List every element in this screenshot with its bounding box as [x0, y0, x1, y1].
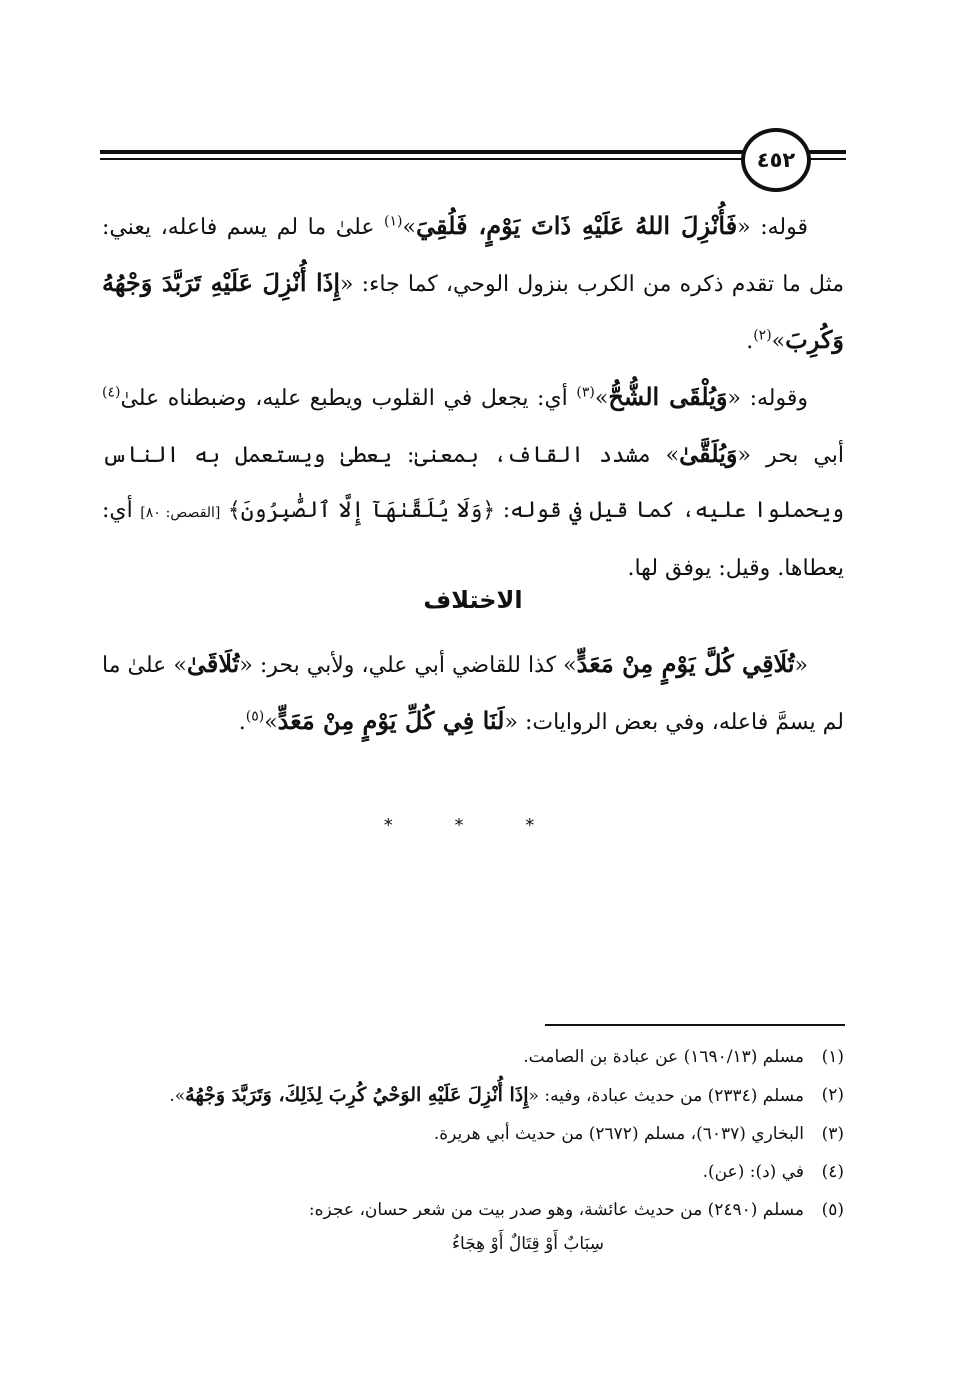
footnote-rule [545, 1024, 845, 1026]
p3-text-1: » كذا للقاضي أبي علي، ولأبي بحر: « [239, 653, 577, 678]
header-rule-right-thick [808, 150, 846, 154]
footnote-number: (٥) [821, 1200, 844, 1220]
page-number-text: ٤٥٢ [756, 148, 796, 172]
hadith-quote-2: إِذَا أُنْزِلَ عَلَيْهِ تَرَبَّدَ وَجْهُهُ وَكُرِبَ [102, 268, 844, 354]
p3-text-2: » علىٰ ما لم يسمَّ فاعله، وفي بعض الروايات: « [102, 653, 844, 735]
quran-verse: وَلَا يُلَقَّىٰهَآ إِلَّا ٱلصَّٰبِرُونَ [240, 498, 483, 523]
header-rule-right-thin [808, 158, 846, 160]
separator-stars: * * * [383, 815, 563, 836]
paragraph-2 [102, 369, 844, 596]
footnote-text: في (د): (عن). [702, 1162, 804, 1182]
footnote-text [102, 1193, 804, 1261]
footnote-text: مسلم (١٦٩٠/١٣) عن عبادة بن الصامت. [523, 1047, 804, 1067]
footnote-1 [102, 1040, 844, 1074]
footnote-marker-5: (٥) [245, 708, 265, 725]
p2-intro: وقوله: « [727, 386, 808, 411]
header-rule-thick [100, 150, 745, 154]
header-rule-thin [100, 158, 745, 160]
main-text [102, 198, 844, 596]
page-number [741, 128, 811, 192]
footnote-3 [102, 1117, 844, 1151]
hadith-quote-5: لَنَا فِي كُلِّ يَوْمٍ مِنْ مَعَدٍّ [277, 706, 505, 735]
p1-end: . [746, 329, 754, 354]
footnote-text: البخاري (٦٠٣٧)، مسلم (٢٦٧٢) من حديث أبي هريرة. [433, 1124, 804, 1144]
footnote-2-text: مسلم (٢٣٣٤) من حديث عبادة، وفيه: « [528, 1086, 804, 1106]
p2-text-4: أي: يعطاها. وقيل: يوفق لها. [102, 498, 844, 581]
p3-open: « [794, 653, 809, 678]
p1-intro: قوله: « [737, 215, 808, 240]
poetry-verse: سِبَابٌ أَوْ قِتَالٌ أَوْ هِجَاءُ [452, 1234, 604, 1254]
footnote-2-end: ». [169, 1086, 186, 1106]
footnote-4 [102, 1155, 844, 1189]
variant-reading-2: تُلَاقَىٰ [186, 649, 240, 678]
footnote-marker-4: (٤) [102, 384, 121, 401]
paragraph-1 [102, 198, 844, 369]
hadith-quote-4: تُلَاقِي كُلَّ يَوْمٍ مِنْ مَعَدٍّ [576, 649, 795, 678]
p2-text-3: » مشدد القاف، بمعنىٰ: يعطىٰ ويستعمل به الناس ويحملوا عليه، كما قيل في قوله: ﴿ [102, 443, 845, 523]
hadith-quote: فَأُنْزِلَ اللهُ عَلَيْهِ ذَاتَ يَوْمٍ، فَلُقِيَ [415, 211, 738, 240]
footnote-2-quote: إِذَا أُنْزِلَ عَلَيْهِ الوَحْيُ كُرِبَ لِذَلِكَ، وَتَرَبَّدَ وَجْهُهُ [185, 1084, 529, 1106]
footnote-text [102, 1078, 804, 1113]
p1-text: علىٰ ما لم يسم فاعله، يعني: مثل ما تقدم ذكره من الكرب بنزول الوحي، كما جاء: « [102, 215, 844, 297]
footnote-marker-1: (١) [384, 213, 403, 230]
footnote-5 [102, 1193, 844, 1261]
p1-close: » [402, 215, 416, 240]
quran-close-bracket: ﴾ [227, 498, 241, 523]
footnotes [102, 1040, 844, 1265]
section-heading: الاختلاف [423, 586, 523, 614]
p3-end: . [238, 710, 246, 735]
p2-text-2: أبي بحر « [737, 443, 845, 468]
footnote-number: (٣) [821, 1124, 844, 1144]
p1-close-2: » [771, 329, 786, 354]
footnote-marker-2: (٢) [753, 327, 772, 344]
p2-close: » [594, 386, 609, 411]
footnote-5-text: مسلم (٢٤٩٠) من حديث عائشة، وهو صدر بيت من شعر حسان، عجزه: [308, 1200, 804, 1220]
footnote-number: (٢) [821, 1085, 844, 1105]
hadith-quote-3: وَيُلْقَى الشُّحُّ [608, 382, 728, 411]
footnote-number: (١) [821, 1047, 844, 1067]
footnote-2 [102, 1078, 844, 1113]
paragraph-3 [102, 636, 844, 750]
quran-reference: [القصص: ٨٠] [140, 505, 221, 521]
footnote-number: (٤) [821, 1162, 844, 1182]
variant-reading: وَيُلَقَّىٰ [679, 439, 738, 468]
p2-text-1: أي: يجعل في القلوب ويطبع عليه، وضبطناه علىٰ [120, 386, 577, 411]
footnote-marker-3: (٣) [576, 384, 595, 401]
p3-close: » [264, 710, 278, 735]
main-text-2 [102, 636, 844, 750]
